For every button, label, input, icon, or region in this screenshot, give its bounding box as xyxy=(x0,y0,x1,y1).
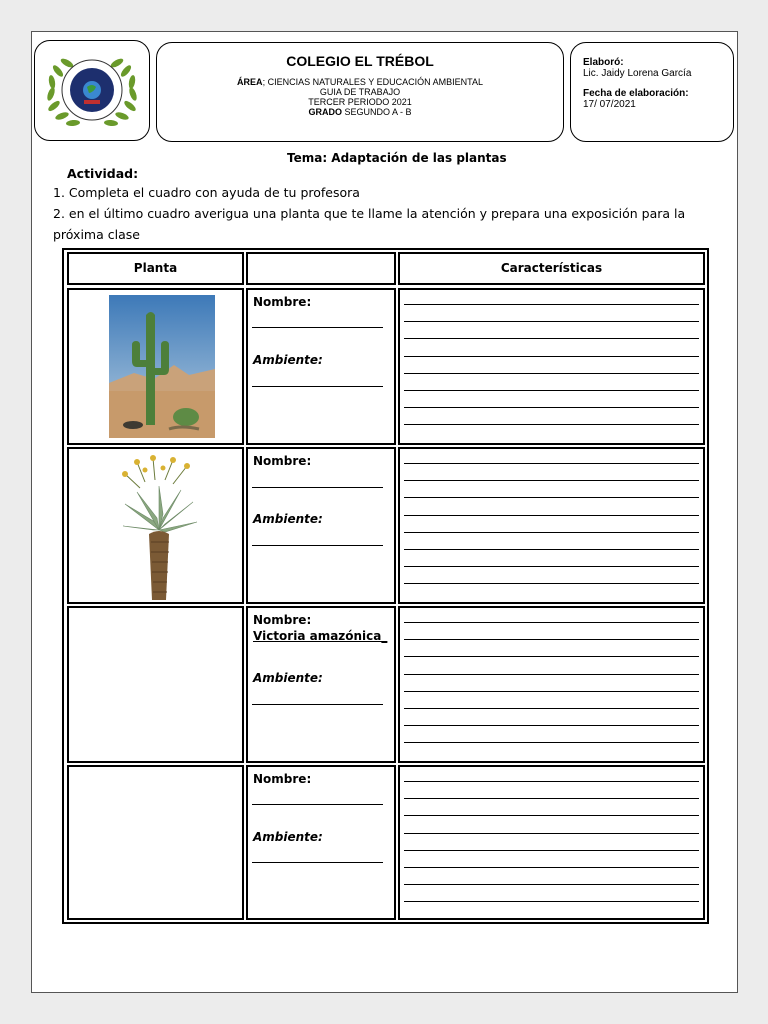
environment-blank-line[interactable] xyxy=(252,704,383,705)
characteristics-cell[interactable] xyxy=(398,447,705,604)
name-environment-cell xyxy=(246,606,396,763)
plant-image-cell xyxy=(67,765,244,920)
agave-plant-image xyxy=(115,452,205,602)
name-label: Nombre: xyxy=(253,295,312,309)
plant-image-cell xyxy=(67,447,244,604)
environment-blank-line[interactable] xyxy=(252,545,383,546)
cactus-image xyxy=(109,295,215,438)
environment-label: Ambiente: xyxy=(253,512,323,526)
name-label: Nombre: xyxy=(253,772,312,786)
activity-heading: Actividad: xyxy=(67,166,139,181)
header-details xyxy=(157,77,563,117)
environment-label: Ambiente: xyxy=(253,671,323,685)
writing-lines xyxy=(404,304,699,442)
name-blank-line[interactable] xyxy=(252,804,383,805)
guide-line: GUIA DE TRABAJO xyxy=(319,87,401,97)
header-plant: Planta xyxy=(67,252,244,285)
name-label: Nombre: xyxy=(253,613,312,627)
made-by-label: Elaboró: xyxy=(583,57,624,68)
date-label: Fecha de elaboración: xyxy=(583,88,689,99)
writing-lines xyxy=(404,781,699,919)
plant-image-cell xyxy=(67,606,244,763)
school-name: COLEGIO EL TRÉBOL xyxy=(286,53,434,69)
name-blank-line[interactable] xyxy=(252,327,383,328)
period-line: TERCER PERIODO 2021 xyxy=(308,97,412,107)
made-by-value: Lic. Jaidy Lorena García xyxy=(583,68,692,79)
school-logo xyxy=(36,42,148,139)
header-characteristics: Características xyxy=(398,252,705,285)
environment-blank-line[interactable] xyxy=(252,386,383,387)
name-environment-cell xyxy=(246,447,396,604)
topic-title: Tema: Adaptación de las plantas xyxy=(287,151,507,165)
credit-box xyxy=(570,42,734,142)
plant-image-cell xyxy=(67,288,244,445)
worksheet-page xyxy=(31,31,738,993)
title-box xyxy=(156,42,564,142)
logo-box xyxy=(34,40,150,141)
characteristics-cell[interactable] xyxy=(398,765,705,920)
grade-line: GRADO SEGUNDO A - B xyxy=(308,107,412,117)
writing-lines xyxy=(404,622,699,760)
header-blank xyxy=(246,252,396,285)
instruction-1: 1. Completa el cuadro con ayuda de tu profesora xyxy=(53,185,360,200)
writing-lines xyxy=(404,463,699,601)
environment-label: Ambiente: xyxy=(253,830,323,844)
environment-blank-line[interactable] xyxy=(252,862,383,863)
characteristics-cell[interactable] xyxy=(398,288,705,445)
name-environment-cell xyxy=(246,765,396,920)
area-line: ÁREA; CIENCIAS NATURALES Y EDUCACIÓN AMBIENTAL xyxy=(237,77,483,87)
date-value: 17/ 07/2021 xyxy=(583,99,636,110)
plants-table xyxy=(62,248,709,924)
environment-label: Ambiente: xyxy=(253,353,323,367)
instruction-2: 2. en el último cuadro averigua una planta que te llame la atención y prepara una exposición para la próxima clase xyxy=(53,206,686,242)
characteristics-cell[interactable] xyxy=(398,606,705,763)
name-blank-line[interactable] xyxy=(252,487,383,488)
name-environment-cell xyxy=(246,288,396,445)
name-label: Nombre: xyxy=(253,454,312,468)
name-answer: Victoria amazónica_ xyxy=(253,629,388,643)
